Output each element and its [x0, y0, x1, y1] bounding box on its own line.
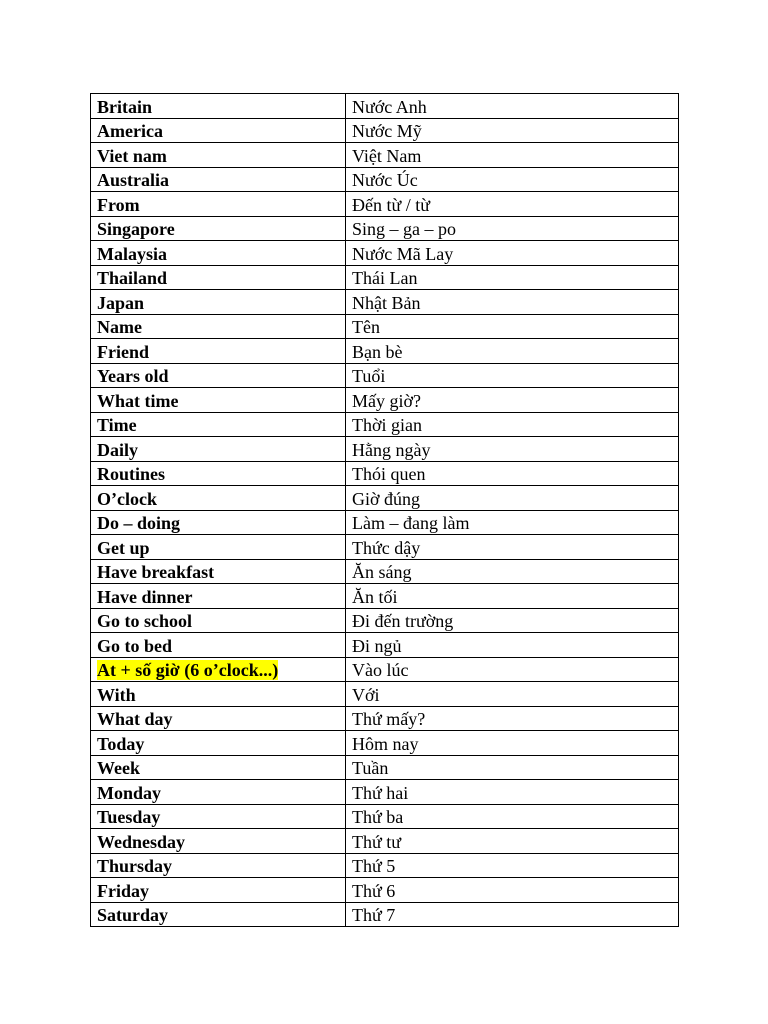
- vietnamese-translation-cell: Thứ tư: [346, 829, 679, 854]
- vocabulary-row: [91, 608, 679, 633]
- vietnamese-translation-cell: Bạn bè: [346, 339, 679, 364]
- vietnamese-translation-cell: Thói quen: [346, 461, 679, 486]
- english-term-cell: Get up: [91, 535, 346, 560]
- english-term-cell: Thailand: [91, 265, 346, 290]
- vocabulary-row: [91, 388, 679, 413]
- vocabulary-row: [91, 143, 679, 168]
- vocabulary-row: [91, 804, 679, 829]
- highlighted-english-term: At + số giờ (6 o’clock...): [97, 660, 279, 680]
- english-term-cell: Friday: [91, 878, 346, 903]
- english-term-cell: Have breakfast: [91, 559, 346, 584]
- english-term-cell: Go to bed: [91, 633, 346, 658]
- vocabulary-row: [91, 633, 679, 658]
- vietnamese-translation-cell: Đi đến trường: [346, 608, 679, 633]
- english-term-cell: Routines: [91, 461, 346, 486]
- vietnamese-translation-cell: Thời gian: [346, 412, 679, 437]
- vocabulary-table-body: [91, 94, 679, 927]
- english-term-cell: Thursday: [91, 853, 346, 878]
- vietnamese-translation-cell: Vào lúc: [346, 657, 679, 682]
- vietnamese-translation-cell: Thứ 5: [346, 853, 679, 878]
- english-term-cell: Years old: [91, 363, 346, 388]
- vietnamese-translation-cell: Đi ngủ: [346, 633, 679, 658]
- vocabulary-row: [91, 559, 679, 584]
- english-term-cell: Malaysia: [91, 241, 346, 266]
- english-term-cell: Britain: [91, 94, 346, 119]
- english-term-cell: Time: [91, 412, 346, 437]
- vietnamese-translation-cell: Thứ 6: [346, 878, 679, 903]
- english-term-cell: Viet nam: [91, 143, 346, 168]
- english-term-cell: Have dinner: [91, 584, 346, 609]
- vietnamese-translation-cell: Thứ ba: [346, 804, 679, 829]
- vietnamese-translation-cell: Giờ đúng: [346, 486, 679, 511]
- vietnamese-translation-cell: Hằng ngày: [346, 437, 679, 462]
- vietnamese-translation-cell: Thứ mấy?: [346, 706, 679, 731]
- english-term-cell: Saturday: [91, 902, 346, 927]
- vietnamese-translation-cell: Thức dậy: [346, 535, 679, 560]
- english-term-cell: Daily: [91, 437, 346, 462]
- vietnamese-translation-cell: Với: [346, 682, 679, 707]
- english-term-cell: [91, 657, 346, 682]
- vocabulary-row: [91, 780, 679, 805]
- vietnamese-translation-cell: Tuần: [346, 755, 679, 780]
- vocabulary-row: [91, 755, 679, 780]
- english-term-cell: America: [91, 118, 346, 143]
- vietnamese-translation-cell: Đến từ / từ: [346, 192, 679, 217]
- vocabulary-row: [91, 902, 679, 927]
- english-term-cell: From: [91, 192, 346, 217]
- vocabulary-row: [91, 265, 679, 290]
- english-term-cell: Wednesday: [91, 829, 346, 854]
- vocabulary-row: [91, 731, 679, 756]
- vocabulary-row: [91, 853, 679, 878]
- vietnamese-translation-cell: Thái Lan: [346, 265, 679, 290]
- vocabulary-row: [91, 339, 679, 364]
- english-term-cell: Tuesday: [91, 804, 346, 829]
- vietnamese-translation-cell: Nước Mã Lay: [346, 241, 679, 266]
- vocabulary-row: [91, 290, 679, 315]
- vietnamese-translation-cell: Tuổi: [346, 363, 679, 388]
- english-term-cell: O’clock: [91, 486, 346, 511]
- vocabulary-row: [91, 829, 679, 854]
- vietnamese-translation-cell: Sing – ga – po: [346, 216, 679, 241]
- vocabulary-row: [91, 192, 679, 217]
- vocabulary-row: [91, 682, 679, 707]
- vietnamese-translation-cell: Ăn sáng: [346, 559, 679, 584]
- vocabulary-row: [91, 584, 679, 609]
- english-term-cell: With: [91, 682, 346, 707]
- english-term-cell: Monday: [91, 780, 346, 805]
- english-term-cell: Friend: [91, 339, 346, 364]
- vietnamese-translation-cell: Làm – đang làm: [346, 510, 679, 535]
- vocabulary-row: [91, 437, 679, 462]
- vietnamese-translation-cell: Tên: [346, 314, 679, 339]
- english-term-cell: Week: [91, 755, 346, 780]
- vietnamese-translation-cell: Nhật Bản: [346, 290, 679, 315]
- vocabulary-row: [91, 216, 679, 241]
- english-term-cell: Japan: [91, 290, 346, 315]
- vocabulary-table: [90, 93, 679, 927]
- english-term-cell: Do – doing: [91, 510, 346, 535]
- vietnamese-translation-cell: Ăn tối: [346, 584, 679, 609]
- english-term-cell: Singapore: [91, 216, 346, 241]
- vocabulary-row: [91, 412, 679, 437]
- vocabulary-row: [91, 461, 679, 486]
- vocabulary-row: [91, 363, 679, 388]
- vocabulary-row: [91, 167, 679, 192]
- vietnamese-translation-cell: Nước Úc: [346, 167, 679, 192]
- english-term-cell: What day: [91, 706, 346, 731]
- vocabulary-row: [91, 314, 679, 339]
- vocabulary-row: [91, 878, 679, 903]
- vietnamese-translation-cell: Hôm nay: [346, 731, 679, 756]
- vocabulary-row: [91, 510, 679, 535]
- english-term-cell: Go to school: [91, 608, 346, 633]
- vocabulary-row: [91, 486, 679, 511]
- vocabulary-row: [91, 118, 679, 143]
- vietnamese-translation-cell: Thứ 7: [346, 902, 679, 927]
- vocabulary-row: [91, 706, 679, 731]
- vietnamese-translation-cell: Nước Mỹ: [346, 118, 679, 143]
- vietnamese-translation-cell: Thứ hai: [346, 780, 679, 805]
- vietnamese-translation-cell: Việt Nam: [346, 143, 679, 168]
- english-term-cell: Today: [91, 731, 346, 756]
- vocabulary-row: [91, 535, 679, 560]
- vietnamese-translation-cell: Nước Anh: [346, 94, 679, 119]
- vocabulary-row: [91, 241, 679, 266]
- english-term-cell: Australia: [91, 167, 346, 192]
- vocabulary-row: [91, 94, 679, 119]
- vietnamese-translation-cell: Mấy giờ?: [346, 388, 679, 413]
- vocabulary-row: [91, 657, 679, 682]
- english-term-cell: Name: [91, 314, 346, 339]
- english-term-cell: What time: [91, 388, 346, 413]
